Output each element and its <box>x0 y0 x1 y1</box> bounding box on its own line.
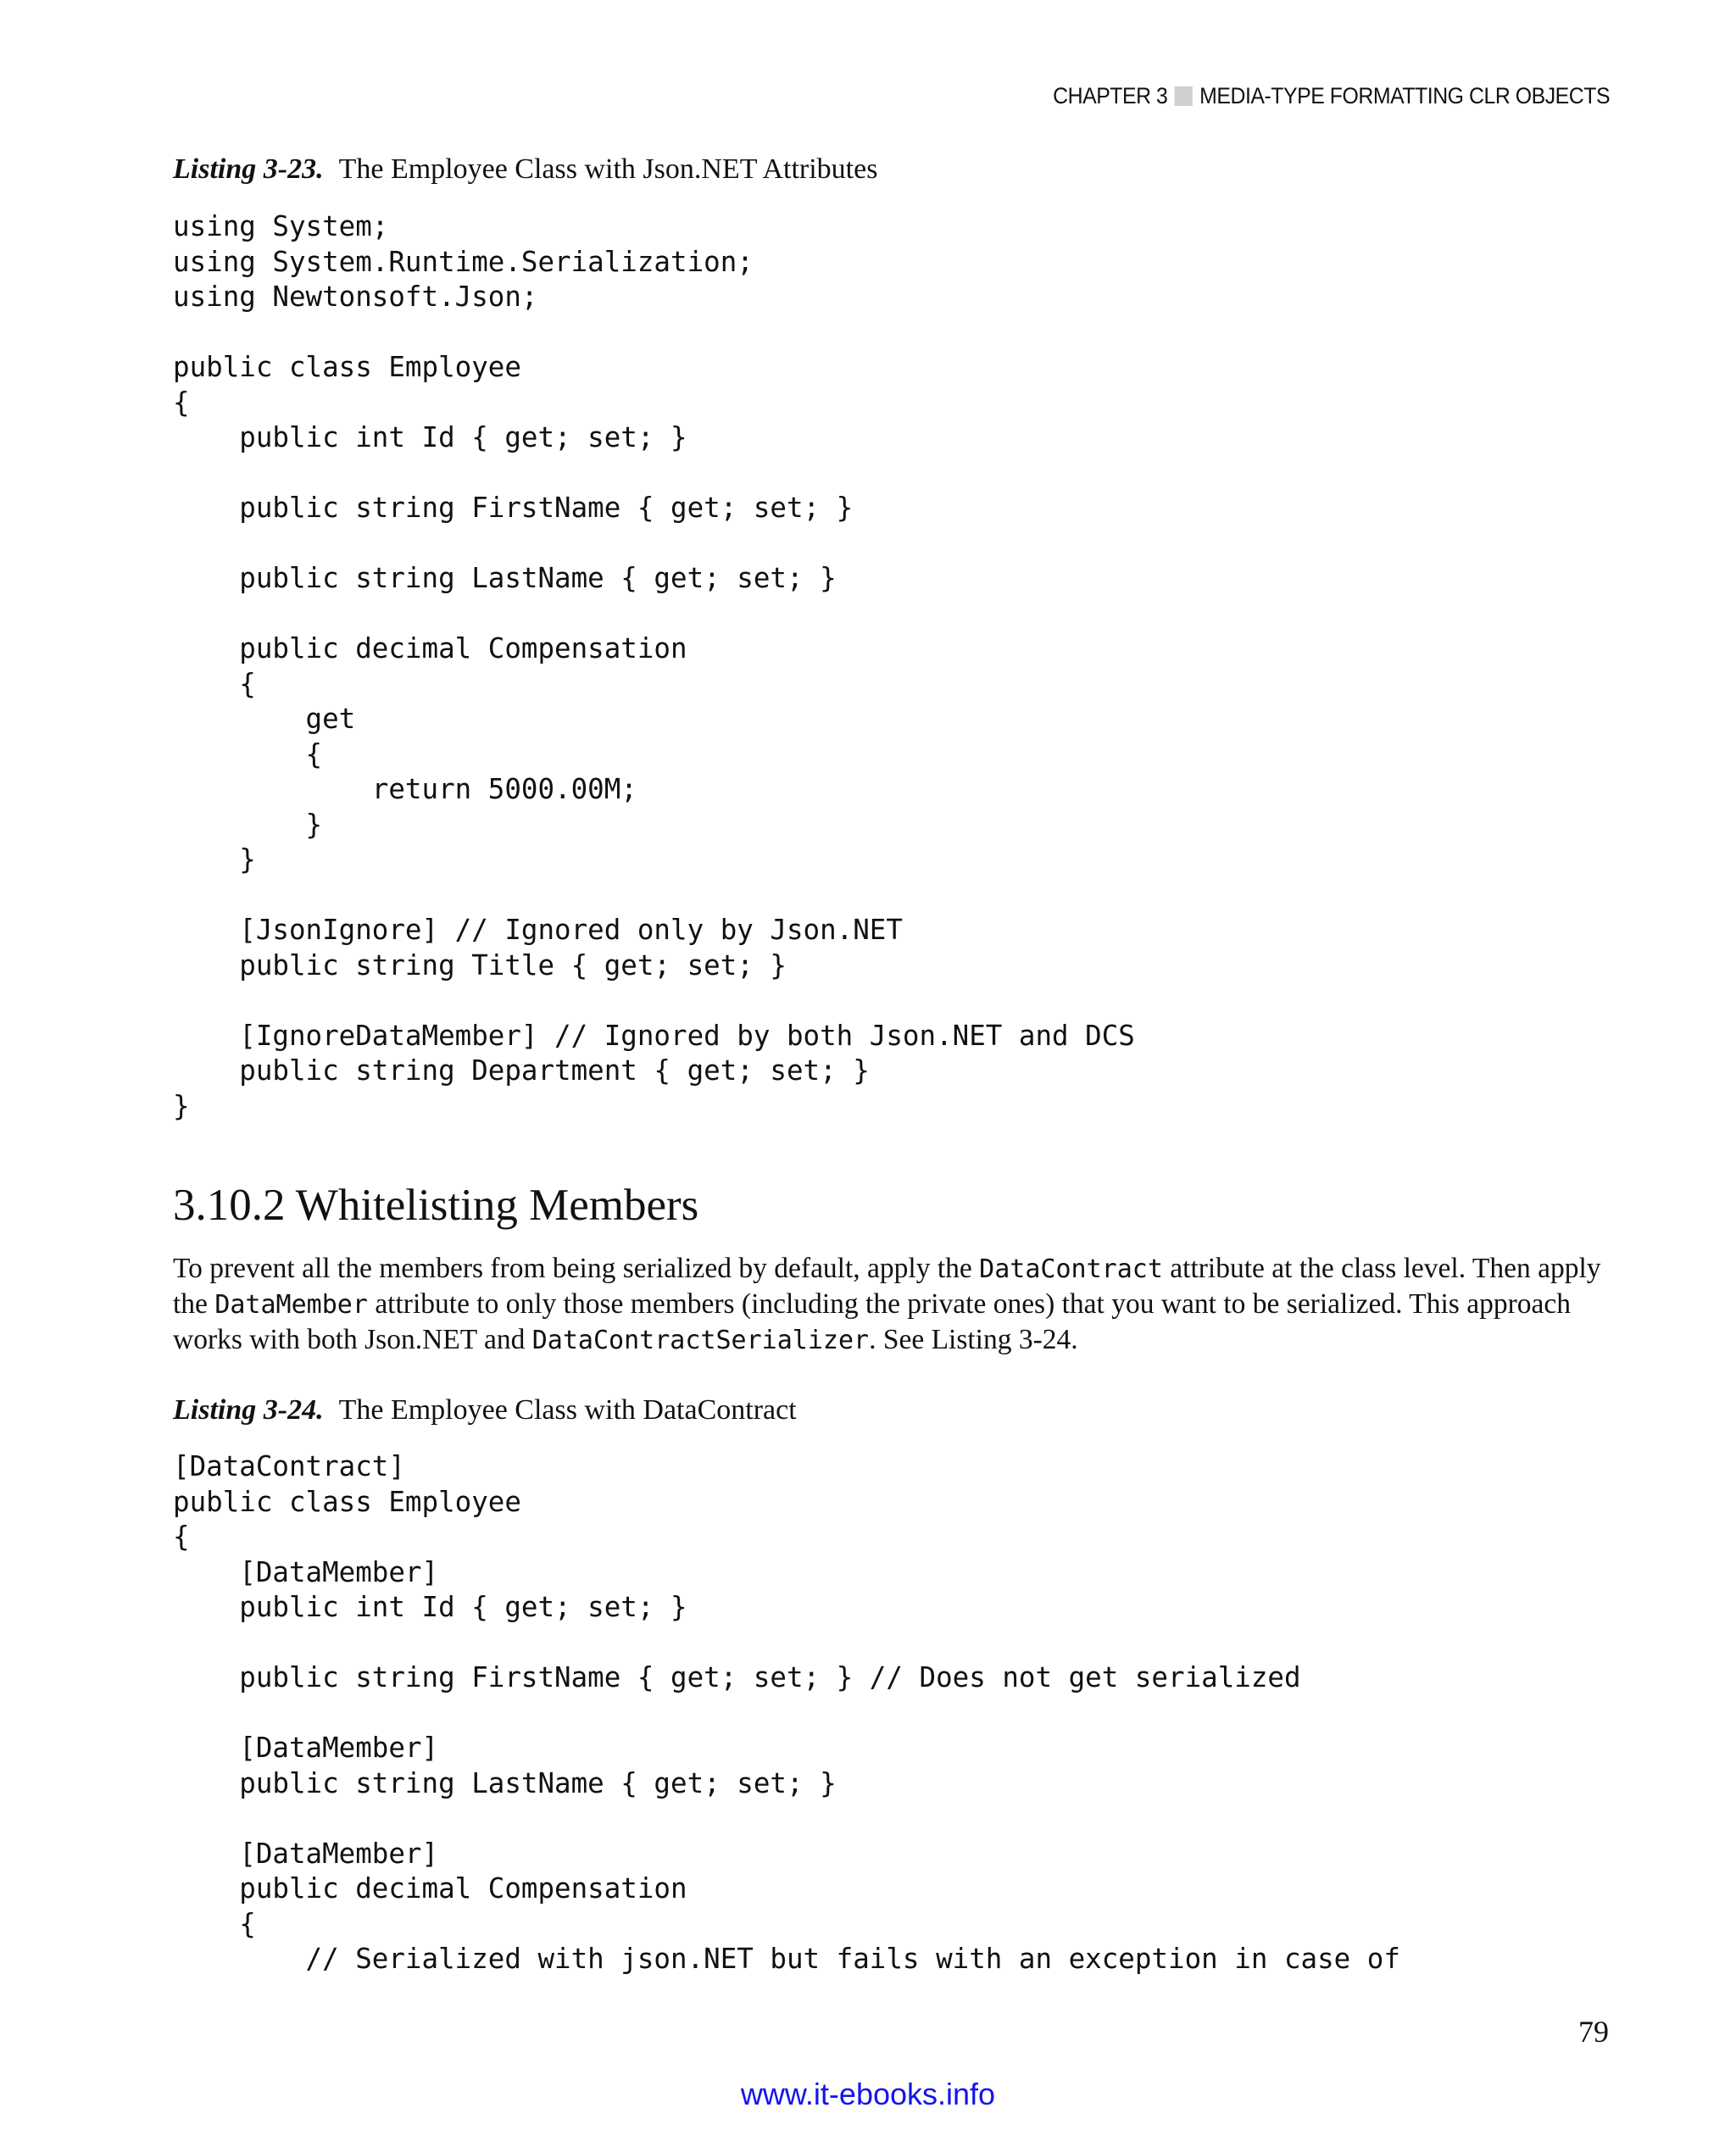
section-paragraph <box>173 1251 1605 1358</box>
running-head <box>1053 83 1610 109</box>
listing-title: The Employee Class with DataContract <box>338 1394 797 1426</box>
section-heading: 3.10.2 Whitelisting Members <box>173 1181 699 1230</box>
inline-code: DataMember <box>214 1290 368 1320</box>
listing-3-23-code: using System; using System.Runtime.Serialization; using Newtonsoft.Json; public class Employee { public int Id { get; set; } public string FirstName { get; set; } public string LastName { get; set; } public decimal Compensation { get { return 5000.00M; } } [JsonIgnore] // Ignored only by Json.NET public string Title { get; set; } [IgnoreDataMember] // Ignored by both Json.NET and DCS public string Department { get; set; } } <box>173 210 1135 1122</box>
paragraph-text: To prevent all the members from being serialized by default, apply the <box>173 1253 980 1284</box>
listing-number: Listing 3-23. <box>173 153 324 185</box>
chapter-title: MEDIA-TYPE FORMATTING CLR OBJECTS <box>1199 83 1610 108</box>
inline-code: DataContract <box>979 1254 1163 1284</box>
listing-3-24-code: [DataContract] public class Employee { [DataMember] public int Id { get; set; } public string FirstName { get; set; } // Does not get serialized [DataMember] public string LastName { get; set; } [DataMember] public decimal Compensation { // Serialized with json.NET but fails with an exception in case of <box>173 1450 1400 1975</box>
paragraph-text: attribute at the class level. Then apply the <box>173 1253 1601 1320</box>
listing-3-23-caption <box>173 153 877 186</box>
listing-3-24-caption <box>173 1394 797 1426</box>
paragraph-text: attribute to only those members (including the private ones) that you want to be serialized. This approach works with both Json.NET and <box>173 1288 1571 1355</box>
footer-link[interactable]: www.it-ebooks.info <box>740 2077 996 2111</box>
chapter-label: CHAPTER 3 <box>1053 83 1168 108</box>
paragraph-text: . See Listing 3-24. <box>869 1324 1078 1355</box>
listing-number: Listing 3-24. <box>173 1394 324 1426</box>
listing-title: The Employee Class with Json.NET Attributes <box>338 153 878 185</box>
inline-code: DataContractSerializer <box>531 1326 870 1355</box>
separator-square-icon <box>1175 86 1193 106</box>
page-number: 79 <box>1578 2015 1609 2049</box>
